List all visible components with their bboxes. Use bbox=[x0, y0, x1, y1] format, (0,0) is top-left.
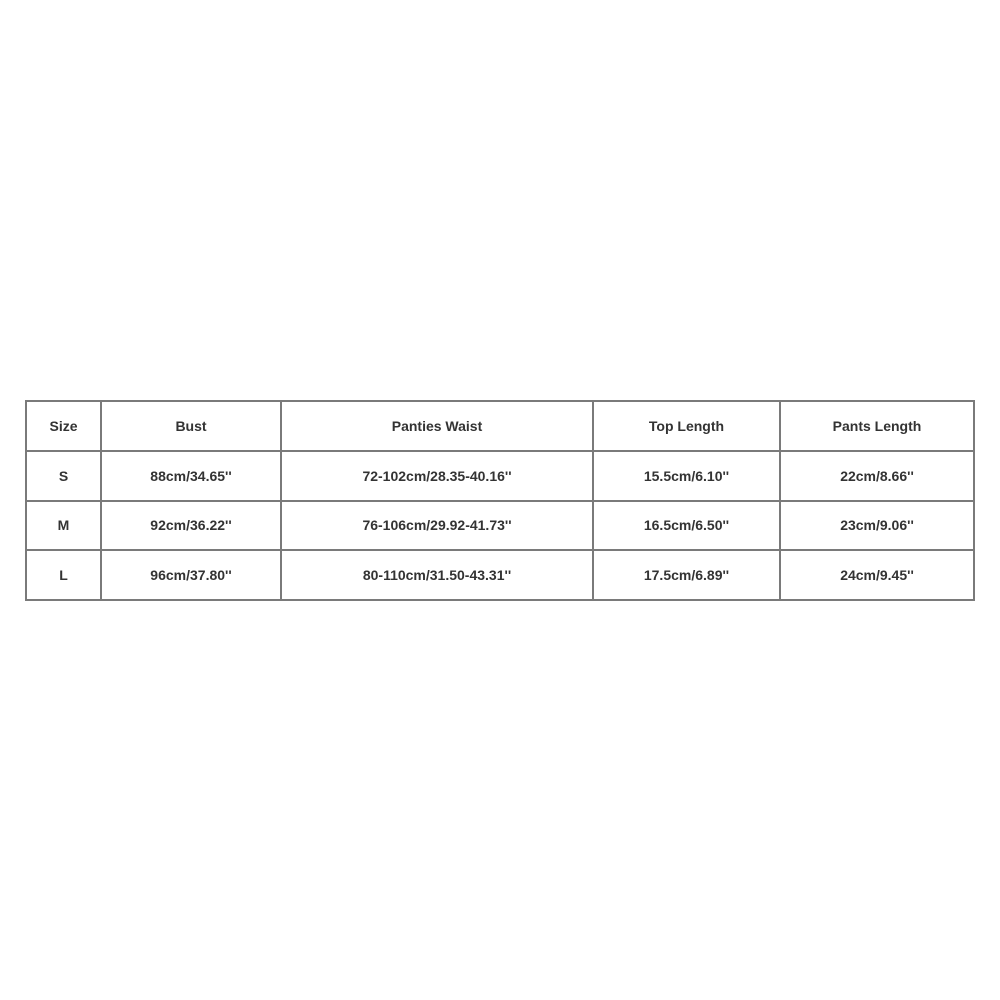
table-row bbox=[26, 451, 974, 501]
cell-top-length: 17.5cm/6.89'' bbox=[593, 550, 780, 600]
size-chart-table bbox=[25, 400, 975, 601]
header-panties-waist: Panties Waist bbox=[281, 401, 593, 451]
cell-size: M bbox=[26, 501, 101, 551]
header-top-length: Top Length bbox=[593, 401, 780, 451]
header-pants-length: Pants Length bbox=[780, 401, 974, 451]
header-size: Size bbox=[26, 401, 101, 451]
cell-bust: 88cm/34.65'' bbox=[101, 451, 281, 501]
cell-size: S bbox=[26, 451, 101, 501]
cell-size: L bbox=[26, 550, 101, 600]
cell-pants-length: 23cm/9.06'' bbox=[780, 501, 974, 551]
cell-bust: 92cm/36.22'' bbox=[101, 501, 281, 551]
cell-top-length: 15.5cm/6.10'' bbox=[593, 451, 780, 501]
cell-bust: 96cm/37.80'' bbox=[101, 550, 281, 600]
cell-panties-waist: 72-102cm/28.35-40.16'' bbox=[281, 451, 593, 501]
table-row bbox=[26, 550, 974, 600]
cell-panties-waist: 76-106cm/29.92-41.73'' bbox=[281, 501, 593, 551]
header-bust: Bust bbox=[101, 401, 281, 451]
cell-pants-length: 22cm/8.66'' bbox=[780, 451, 974, 501]
cell-panties-waist: 80-110cm/31.50-43.31'' bbox=[281, 550, 593, 600]
table-row bbox=[26, 501, 974, 551]
table-header-row bbox=[26, 401, 974, 451]
cell-top-length: 16.5cm/6.50'' bbox=[593, 501, 780, 551]
cell-pants-length: 24cm/9.45'' bbox=[780, 550, 974, 600]
